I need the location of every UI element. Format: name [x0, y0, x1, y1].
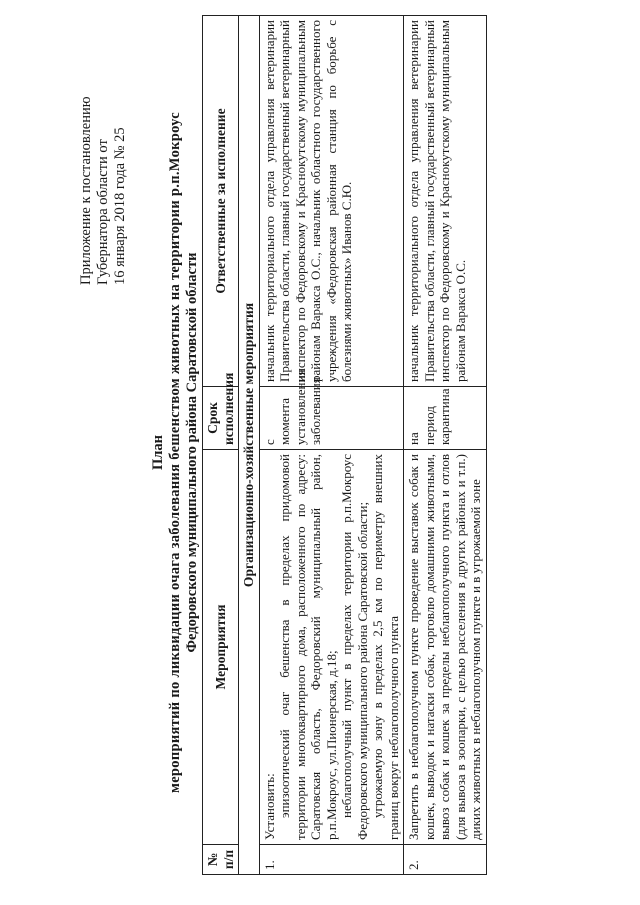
row-number: 1.	[259, 845, 404, 875]
row-number: 2.	[404, 845, 487, 875]
header-responsible: Ответственные за исполнение	[203, 16, 239, 387]
row-responsible: начальник территориального отдела управления ветеринарии Правительства области, главный государственный ветеринарный инспектор по Федоровскому и Краснокутскому муниципальным районам Варакса О.С.	[404, 16, 487, 387]
appendix-line-2: Губернатора области от	[95, 139, 111, 285]
activity-paragraph: эпизоотический очаг бешенства в пределах придомовой территории многоквартирного дома, расположенного по адресу: Саратовская область, Федоровский муниципальный район, р.п.Мокроус, ул.Пионерская, д.18;	[277, 454, 339, 840]
activity-paragraph: угрожаемую зону в пределах 2,5 км по периметру внешних границ вокруг неблагополучного пункта	[370, 454, 401, 840]
appendix-line-3: 16 января 2018 года № 25	[112, 127, 128, 285]
row-activity: Запретить в неблагополучном пункте проведение выставок собак и кошек, выводок и натаски собак, торговлю домашними животными, вывоз собак и кошек за пределы неблагополучного пункта и отлов (для вывоза в зоопарки, с целью расселения в других районах и т.п.) диких животных в неблагополучном пункте и в угрожаемой зоне	[404, 450, 487, 845]
document-title	[150, 0, 201, 905]
title-line-2: Федоровского муниципального района Саратовской области	[184, 252, 200, 653]
section-title: Организационно-хозяйственные мероприятия	[239, 16, 260, 875]
header-activity: Мероприятия	[203, 450, 239, 845]
activity-intro: Установить:	[261, 773, 277, 840]
table-row	[259, 16, 404, 875]
title-word: План	[150, 434, 166, 471]
row-term: на период карантина	[404, 387, 487, 450]
plan-table	[202, 15, 487, 875]
header-term: Срок исполнения	[203, 387, 239, 450]
table-row	[404, 16, 487, 875]
table-header-row	[203, 16, 239, 875]
activity-paragraph: неблагополучный пункт в пределах территории р.п.Мокроус Федоровского муниципального района Саратовской области;	[339, 454, 370, 840]
appendix-line-1: Приложение к постановлению	[78, 96, 94, 285]
row-responsible: начальник территориального отдела управления ветеринарии Правительства области, главный государственный ветеринарный инспектор по Федоровскому и Краснокутскому муниципальным районам Варакса О.С., начальник областного государственного учреждения «Федоровская районная станция по борьбе с болезнями животных» Иванов С.Ю.	[259, 16, 404, 387]
row-activity	[259, 450, 404, 845]
header-num: № п/п	[203, 845, 239, 875]
title-line-1: мероприятий по ликвидации очага заболевания бешенством животных на территории р.п.Мокроус	[167, 112, 183, 793]
section-row	[239, 16, 260, 875]
appendix-note	[78, 96, 129, 285]
row-term: с момента установления заболевания	[259, 387, 404, 450]
